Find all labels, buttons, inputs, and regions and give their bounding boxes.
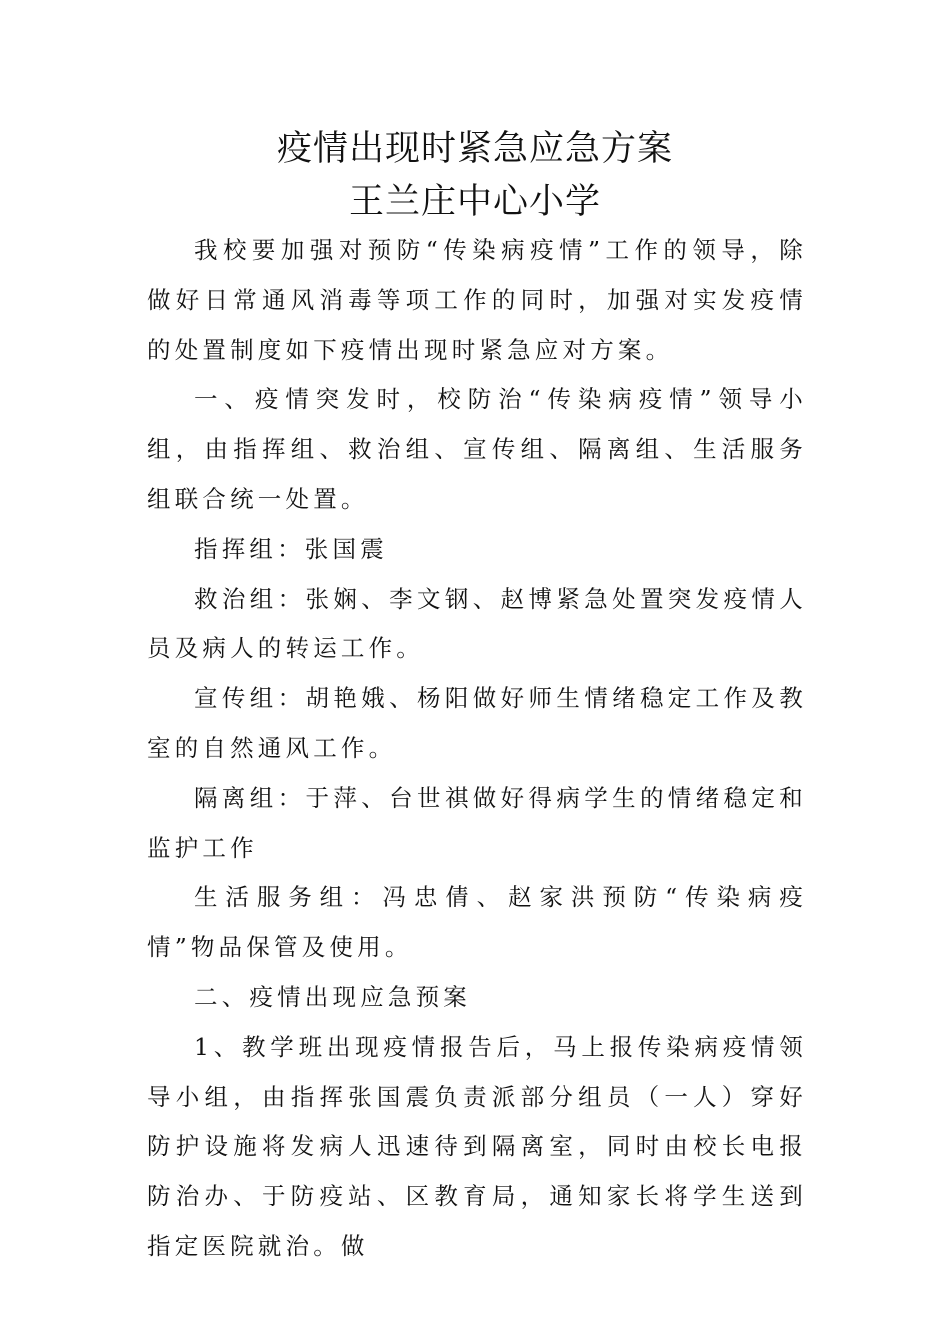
paragraph-treatment-group: 救治组：张娴、李文钢、赵博紧急处置突发疫情人员及病人的转运工作。 — [147, 584, 807, 663]
paragraph-isolation-group: 隔离组：于萍、台世祺做好得病学生的情绪稳定和监护工作 — [147, 783, 807, 862]
paragraph-publicity-group: 宣传组：胡艳娥、杨阳做好师生情绪稳定工作及教室的自然通风工作。 — [147, 684, 807, 762]
document-subtitle: 王兰庄中心小学 — [348, 182, 601, 222]
document-title: 疫情出现时紧急应急方案 — [276, 129, 673, 169]
paragraph-command-group: 指挥组：张国震 — [194, 534, 388, 563]
paragraph-section-one: 一、疫情突发时，校防治“传染病疫情”领导小组，由指挥组、救治组、宣传组、隔离组、生活服务组联合统一处置。 — [147, 385, 807, 513]
document-body — [147, 226, 807, 1272]
paragraph-item-one: 1、教学班出现疫情报告后，马上报传染病疫情领导小组，由指挥张国震负责派部分组员（一人）穿好防护设施将发病人迅速待到隔离室，同时由校长电报防治办、于防疫站、区教育局，通知家长将学生送到指定医院就治。做 — [147, 1032, 807, 1260]
paragraph-intro: 我校要加强对预防“传染病疫情”工作的领导，除做好日常通风消毒等项工作的同时，加强对实发疫情的处置制度如下疫情出现时紧急应对方案。 — [147, 236, 807, 364]
paragraph-service-group: 生活服务组：冯忠倩、赵家洪预防“传染病疫情”物品保管及使用。 — [147, 883, 807, 962]
paragraph-section-two: 二、疫情出现应急预案 — [194, 982, 471, 1011]
